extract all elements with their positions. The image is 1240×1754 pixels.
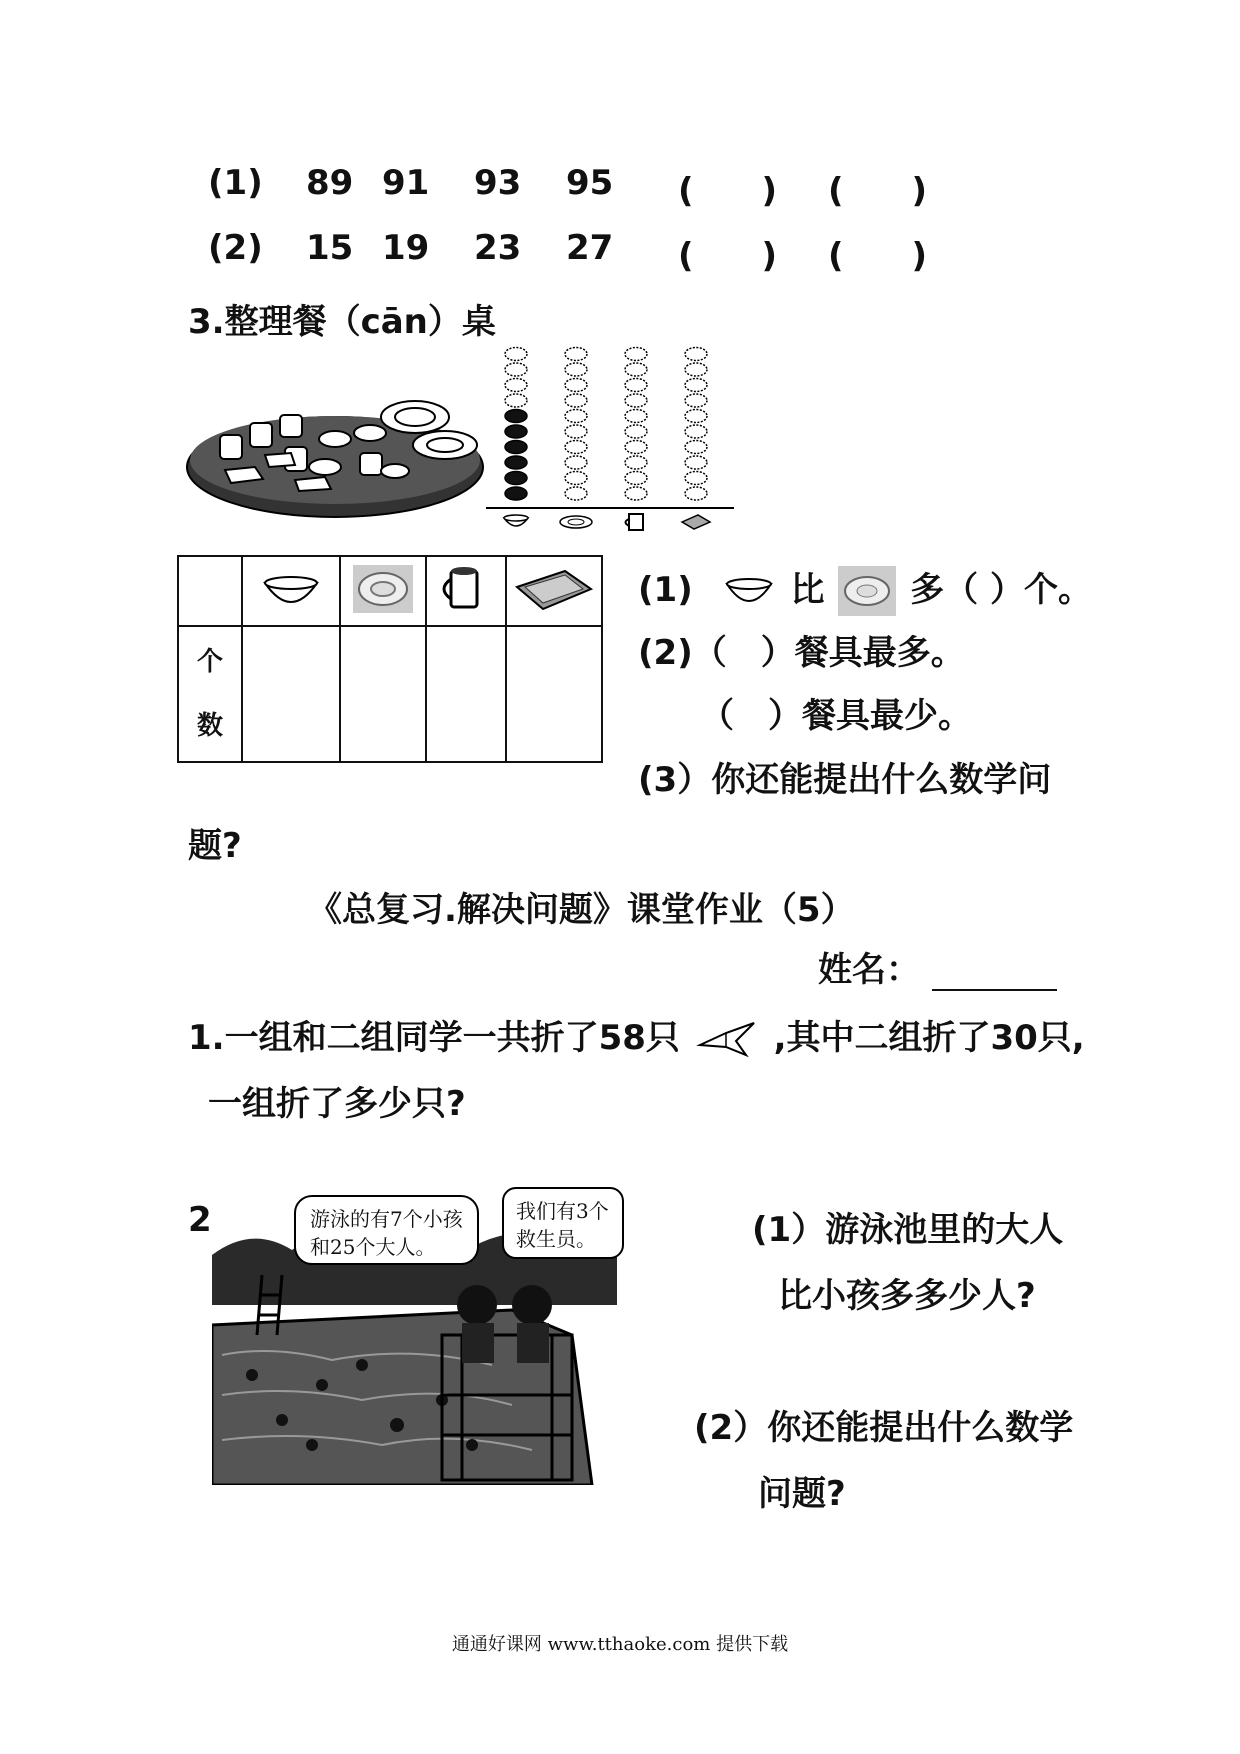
q3-sub1-prefix: (1) (638, 570, 693, 610)
count-cell-plate[interactable] (340, 626, 426, 762)
q2-sub2-line1: (2）你还能提出什么数学 (694, 1408, 1074, 1448)
pictograph-mark-bowl (505, 379, 527, 392)
q3-sub3-continued: 题? (188, 826, 242, 866)
pictograph-mark-tray (685, 379, 707, 392)
sequence-number: 95 (566, 163, 614, 203)
question-2-number: 2 (188, 1200, 212, 1240)
name-label: 姓名： (818, 950, 920, 990)
bowl-icon (243, 559, 339, 619)
pictograph-mark-tray (685, 410, 707, 423)
sequence-label: (1) (208, 163, 263, 203)
cup-icon (427, 559, 505, 619)
sequence-number: 15 (306, 228, 354, 268)
pictograph-mark-tray (685, 456, 707, 469)
pictograph-mark-bowl (505, 456, 527, 469)
pictograph-mark-plate (565, 472, 587, 485)
pictograph-mark-cup (625, 456, 647, 469)
cup-icon (626, 514, 644, 530)
question-1-line-1 (188, 1010, 1085, 1061)
sequence-number: 27 (566, 228, 614, 268)
pictograph-mark-plate (565, 394, 587, 407)
pictograph-mark-tray (685, 425, 707, 438)
count-cell-cup[interactable] (426, 626, 506, 762)
answer-blank[interactable]: ( ) (828, 236, 928, 276)
answer-blank[interactable]: ( ) (678, 171, 778, 211)
pictograph-mark-tray (685, 363, 707, 376)
q3-sub1 (638, 562, 1092, 618)
homework-title: 《总复习.解决问题》课堂作业（5） (308, 890, 855, 930)
pictograph-mark-bowl (505, 410, 527, 423)
q3-sub3: (3）你还能提出什么数学问 (638, 760, 1052, 800)
q3-sub2b: （ ）餐具最少。 (700, 696, 972, 736)
header-cup-cell (426, 556, 506, 626)
sequence-number: 93 (474, 163, 522, 203)
pictograph-mark-plate (565, 379, 587, 392)
plate-icon (341, 559, 425, 619)
pictograph-mark-plate (565, 456, 587, 469)
pictograph-mark-cup (625, 410, 647, 423)
pictograph-chart (486, 342, 736, 537)
q2-sub1-line2: 比小孩多多少人? (778, 1276, 1036, 1316)
pictograph-mark-cup (625, 363, 647, 376)
pictograph-mark-cup (625, 441, 647, 454)
pictograph-mark-plate (565, 487, 587, 500)
table-corner-cell (178, 556, 242, 626)
count-cell-bowl[interactable] (242, 626, 340, 762)
q2-sub1-line1: (1）游泳池里的大人 (752, 1210, 1064, 1250)
row-label-char: 数 (196, 711, 223, 741)
pictograph-mark-cup (625, 425, 647, 438)
pictograph-mark-cup (625, 394, 647, 407)
row-label-cell (178, 626, 242, 762)
pictograph-mark-cup (625, 472, 647, 485)
pictograph-mark-cup (625, 487, 647, 500)
sequence-label: (2) (208, 228, 263, 268)
pictograph-mark-plate (565, 363, 587, 376)
question-1-line-2: 一组折了多少只? (208, 1084, 466, 1124)
pictograph-mark-bowl (505, 425, 527, 438)
speech-bubble-2: 我们有3个救生员。 (502, 1187, 624, 1259)
q3-sub1-mid: 比 (790, 570, 825, 610)
pictograph-mark-plate (565, 425, 587, 438)
count-cell-tray[interactable] (506, 626, 602, 762)
pictograph-mark-bowl (505, 472, 527, 485)
pictograph-mark-tray (685, 348, 707, 361)
paper-crane-icon (696, 1019, 758, 1061)
pictograph-mark-bowl (505, 363, 527, 376)
pictograph-mark-bowl (505, 487, 527, 500)
speech-bubble-1: 游泳的有7个小孩和25个大人。 (294, 1195, 479, 1265)
pictograph-mark-tray (685, 472, 707, 485)
page-footer: 通通好课网 www.tthaoke.com 提供下载 (451, 1634, 789, 1655)
sequence-number: 19 (382, 228, 430, 268)
bowl-icon (719, 572, 779, 612)
tray-icon (507, 559, 601, 619)
sequence-row-1 (208, 163, 968, 213)
q3-sub2a: (2)（ ）餐具最多。 (638, 633, 965, 673)
header-bowl-cell (242, 556, 340, 626)
sequence-number: 89 (306, 163, 354, 203)
pictograph-mark-cup (625, 348, 647, 361)
swimming-pool-illustration (212, 1195, 617, 1485)
sequence-number: 91 (382, 163, 430, 203)
table-illustration (185, 395, 485, 520)
answer-blank[interactable]: ( ) (828, 171, 928, 211)
pictograph-mark-bowl (505, 394, 527, 407)
pictograph-mark-bowl (505, 441, 527, 454)
q3-sub1-suffix: 多（ ）个。 (910, 570, 1092, 610)
pictograph-mark-tray (685, 441, 707, 454)
row-label-char: 个 (196, 647, 223, 677)
pictograph-mark-tray (685, 394, 707, 407)
q2-sub2-line2: 问题? (758, 1474, 846, 1514)
pictograph-mark-cup (625, 379, 647, 392)
pictograph-mark-plate (565, 348, 587, 361)
tally-table (177, 555, 603, 763)
pictograph-mark-tray (685, 487, 707, 500)
pictograph-mark-plate (565, 441, 587, 454)
pictograph-mark-bowl (505, 348, 527, 361)
header-tray-cell (506, 556, 602, 626)
plate-icon (560, 516, 592, 528)
name-input-line[interactable] (932, 959, 1057, 991)
answer-blank[interactable]: ( ) (678, 236, 778, 276)
pictograph-mark-plate (565, 410, 587, 423)
bowl-icon (504, 515, 528, 526)
tray-icon (682, 515, 710, 529)
sequence-row-2 (208, 228, 968, 278)
plate-icon (836, 566, 898, 618)
name-field (818, 942, 1057, 991)
sequence-number: 23 (474, 228, 522, 268)
q1-text-b: ,其中二组折了30只, (773, 1018, 1085, 1058)
header-plate-cell (340, 556, 426, 626)
q1-text-a: 1.一组和二组同学一共折了58只 (188, 1018, 680, 1058)
question-3-title: 3.整理餐（cān）桌 (188, 302, 496, 342)
